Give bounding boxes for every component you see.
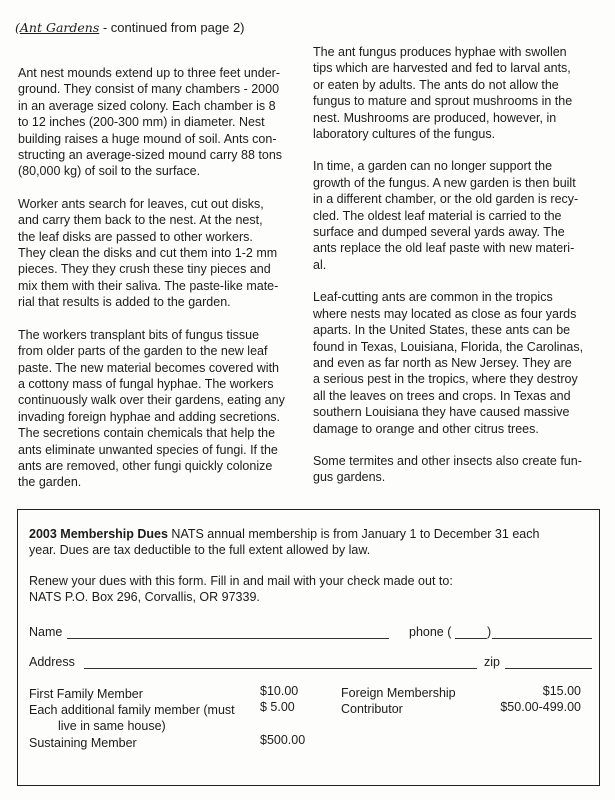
fee-label: Contributor xyxy=(341,702,403,716)
fee-amount: $10.00 xyxy=(260,684,299,698)
right-column-paragraph xyxy=(313,158,603,273)
dues-intro-line1: NATS annual membership is from January 1 to December 31 each xyxy=(167,527,540,541)
text-line: the garden. xyxy=(18,475,82,490)
continued-open-paren: ( xyxy=(15,20,20,35)
text-line: a cottony mass of fungal hyphae. The workers xyxy=(18,376,274,391)
text-line: ants are removed, other fungi quickly colonize xyxy=(18,458,273,473)
phone-number-field[interactable] xyxy=(492,625,592,639)
membership-dues-box xyxy=(17,509,600,786)
text-line: laboratory cultures of the fungus. xyxy=(313,127,496,142)
fee-label: Sustaining Member xyxy=(29,736,137,750)
right-column-paragraph xyxy=(313,453,603,486)
zip-label: zip xyxy=(484,655,500,669)
dues-heading: 2003 Membership Dues xyxy=(29,527,168,541)
text-line: all the leaves on trees and crops. In Texas and xyxy=(313,388,571,403)
left-column-paragraph xyxy=(18,65,306,180)
right-column-paragraph xyxy=(313,289,603,437)
text-line: (80,000 kg) of soil to the surface. xyxy=(18,164,201,179)
address-label: Address xyxy=(29,655,75,669)
text-line: the leaf disks are passed to other workers. xyxy=(18,229,253,244)
text-line: and carry them back to the nest. At the nest, xyxy=(18,213,263,228)
text-line: in a different chamber, or the old garden is recy- xyxy=(313,192,579,207)
text-line: continuously walk over their gardens, eating any xyxy=(18,393,285,408)
text-line: In time, a garden can no longer support the xyxy=(313,159,553,174)
text-line: ants eliminate unwanted species of fungi. If the xyxy=(18,442,278,457)
text-line: The workers transplant bits of fungus tissue xyxy=(18,327,260,342)
text-line: or eaten by adults. The ants do not allow the xyxy=(313,77,559,92)
text-line: aparts. In the United States, these ants can be xyxy=(313,323,571,338)
address-zip-row xyxy=(29,655,591,673)
text-line: The ant fungus produces hyphae with swollen xyxy=(313,45,567,59)
text-line: nest. Mushrooms are produced, however, in xyxy=(313,110,557,125)
text-line: cled. The oldest leaf material is carried to the xyxy=(313,208,562,223)
continued-title-handwritten: Ant Gardens xyxy=(19,20,100,35)
text-line: in an average sized colony. Each chamber is 8 xyxy=(18,98,276,113)
text-line: ants replace the old leaf paste with new materi- xyxy=(313,241,575,256)
text-line: fungus to mature and sprout mushrooms in the xyxy=(313,94,573,109)
text-line: structing an average-sized mound carry 88 tons xyxy=(18,148,283,163)
zip-field[interactable] xyxy=(505,655,592,669)
name-label: Name xyxy=(29,625,63,639)
text-line: paste. The new material becomes covered with xyxy=(18,360,280,375)
address-field[interactable] xyxy=(84,655,477,669)
dues-renew-line1: Renew your dues with this form. Fill in and mail with your check made out to: xyxy=(29,573,453,588)
dues-intro-line2: year. Dues are tax deductible to the full extent allowed by law. xyxy=(29,543,371,558)
phone-label: phone ( xyxy=(409,625,452,639)
text-line: a serious pest in the tropics, where they destroy xyxy=(313,372,578,387)
continued-header xyxy=(15,20,245,35)
text-line: southern Louisiana they have caused massive xyxy=(313,405,570,420)
fee-label: First Family Member xyxy=(29,687,143,701)
text-line: rial that results is added to the garden. xyxy=(18,295,231,310)
text-line: Leaf-cutting ants are common in the tropics xyxy=(313,290,553,305)
right-column-paragraph xyxy=(313,44,603,142)
text-line: and even as far north as New Jersey. They are xyxy=(313,355,572,370)
fee-amount: $500.00 xyxy=(260,733,306,747)
text-line: Ant nest mounds extend up to three feet under- xyxy=(18,66,280,80)
text-line: to 12 inches (200-300 mm) in diameter. Nest xyxy=(18,115,265,130)
text-line: Worker ants search for leaves, cut out disks, xyxy=(18,196,264,211)
text-line: from older parts of the garden to the new leaf xyxy=(18,344,268,359)
text-line: pieces. They they crush these tiny pieces and xyxy=(18,262,271,277)
text-line: ground. They consist of many chambers - 2000 xyxy=(18,82,280,97)
continued-rest: - continued from page 2) xyxy=(99,20,245,35)
left-column xyxy=(18,65,306,507)
text-line: surface and dumped several yards away. The xyxy=(313,225,565,240)
dues-renew-line2: NATS P.O. Box 296, Corvallis, OR 97339. xyxy=(29,590,260,605)
text-line: growth of the fungus. A new garden is then built xyxy=(313,175,576,190)
text-line: damage to orange and other citrus trees. xyxy=(313,421,539,436)
text-line: al. xyxy=(313,257,327,272)
fee-amount: $ 5.00 xyxy=(260,700,295,714)
phone-area-code-field[interactable] xyxy=(455,625,487,639)
phone-close-paren: ) xyxy=(487,625,492,639)
text-line: tips which are harvested and fed to larval ants, xyxy=(313,61,571,76)
fee-label: Each additional family member (must xyxy=(29,703,235,717)
fee-label: live in same house) xyxy=(58,719,166,733)
text-line: building raises a huge mound of soil. Ants con- xyxy=(18,131,277,146)
text-line: gus gardens. xyxy=(313,470,386,485)
text-line: They clean the disks and cut them into 1-2 mm xyxy=(18,246,278,261)
text-line: mix them with their saliva. The paste-like mate- xyxy=(18,278,279,293)
right-column xyxy=(313,44,603,502)
text-line: invading foreign hyphae and adding secretions. xyxy=(18,409,280,424)
fee-label: Foreign Membership xyxy=(341,686,456,700)
name-field[interactable] xyxy=(67,625,389,639)
text-line: found in Texas, Louisiana, Florida, the Carolinas, xyxy=(313,339,584,354)
dues-intro xyxy=(29,526,591,606)
left-column-paragraph xyxy=(18,196,306,311)
fee-amount: $15.00 xyxy=(542,684,581,698)
left-column-paragraph xyxy=(18,327,306,491)
name-phone-row xyxy=(29,625,591,643)
text-line: The secretions contain chemicals that help the xyxy=(18,426,276,441)
text-line: Some termites and other insects also create fun- xyxy=(313,453,582,468)
fee-amount: $50.00-499.00 xyxy=(500,700,581,714)
text-line: where nests may located as close as four yards xyxy=(313,306,577,321)
